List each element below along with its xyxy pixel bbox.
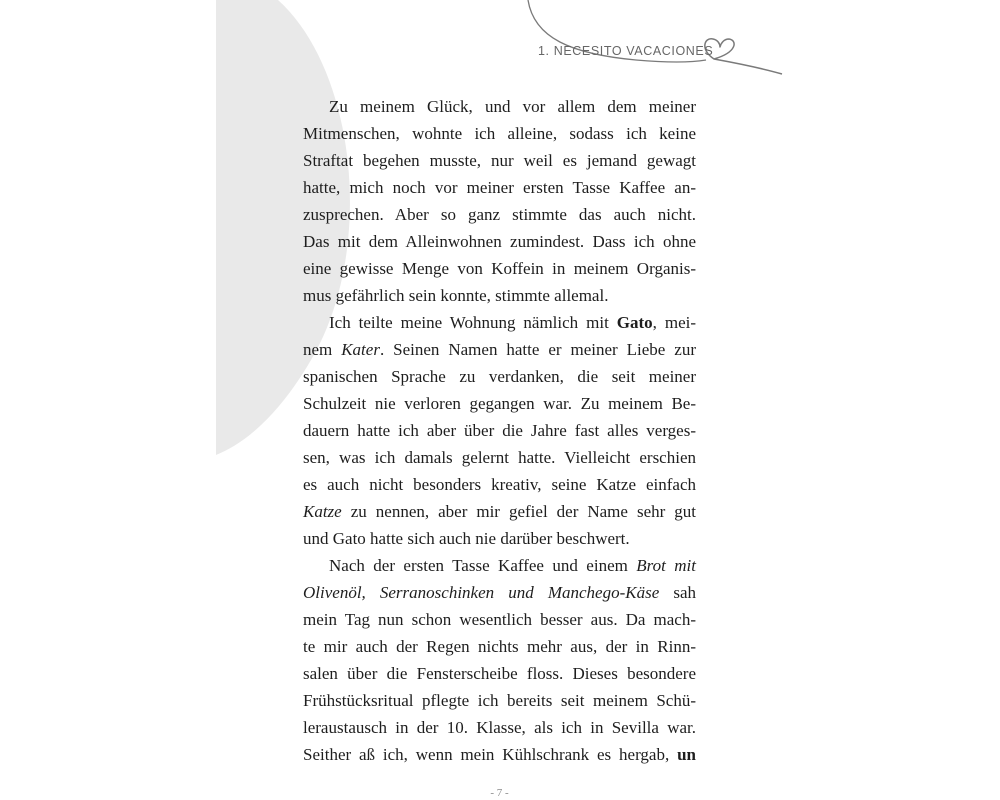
bold-word: un xyxy=(677,745,696,764)
italic-phrase: Olivenöl, Serranoschinken und Manchego-Käse xyxy=(303,583,660,602)
heart-icon xyxy=(705,39,782,74)
text-line: eine gewisse Menge von Koffein in meinem Organis- xyxy=(303,259,696,278)
chapter-header: 1. NECESITO VACACIONES xyxy=(538,44,714,58)
text-line: Straftat begehen musste, nur weil es jemand gewagt xyxy=(303,151,696,170)
text-line: hatte, mich noch vor meiner ersten Tasse Kaffee an- xyxy=(303,178,696,197)
book-page xyxy=(216,0,783,800)
text-line: es auch nicht besonders kreativ, seine Katze einfach xyxy=(303,475,696,494)
body-text xyxy=(303,93,696,768)
text-line: Nach der ersten Tasse Kaffee und einem Brot mit xyxy=(329,556,696,575)
text-line: mus gefährlich sein konnte, stimmte allemal. xyxy=(303,286,609,305)
text-line: salen über die Fensterscheibe floss. Dieses besondere xyxy=(303,664,696,683)
text-line: dauern hatte ich aber über die Jahre fast alles verges- xyxy=(303,421,696,440)
page-number: - 7 - xyxy=(490,787,509,799)
text-line: Mitmenschen, wohnte ich alleine, sodass ich keine xyxy=(303,124,696,143)
text-line: nem Kater. Seinen Namen hatte er meiner Liebe zur xyxy=(303,340,696,359)
italic-word: Katze xyxy=(303,502,342,521)
text-line: te mir auch der Regen nichts mehr aus, der in Rinn- xyxy=(303,637,696,656)
text-line: Katze zu nennen, aber mir gefiel der Name sehr gut xyxy=(303,502,696,521)
text-line: Seither aß ich, wenn mein Kühlschrank es hergab, un xyxy=(303,745,696,764)
text-line: zusprechen. Aber so ganz stimmte das auch nicht. xyxy=(303,205,696,224)
text-line: Frühstücksritual pflegte ich bereits seit meinem Schü- xyxy=(303,691,696,710)
italic-word: Kater xyxy=(341,340,380,359)
text-line: Schulzeit nie verloren gegangen war. Zu meinem Be- xyxy=(303,394,696,413)
text-line: Das mit dem Alleinwohnen zumindest. Dass ich ohne xyxy=(303,232,696,251)
text-line: spanischen Sprache zu verdanken, die seit meiner xyxy=(303,367,696,386)
text-line: sen, was ich damals gelernt hatte. Vielleicht erschien xyxy=(303,448,696,467)
text-line: mein Tag nun schon wesentlich besser aus. Da mach- xyxy=(303,610,696,629)
text-line: Zu meinem Glück, und vor allem dem meiner xyxy=(329,97,696,116)
bold-word: Gato xyxy=(616,313,653,332)
italic-phrase: Brot mit xyxy=(636,556,696,575)
text-line: leraustausch in der 10. Klasse, als ich in Sevilla war. xyxy=(303,718,696,737)
text-line: Ich teilte meine Wohnung nämlich mit Gato, mei- xyxy=(329,313,696,332)
text-line: Olivenöl, Serranoschinken und Manchego-Käse sah xyxy=(303,583,696,602)
text-line: und Gato hatte sich auch nie darüber beschwert. xyxy=(303,529,630,548)
